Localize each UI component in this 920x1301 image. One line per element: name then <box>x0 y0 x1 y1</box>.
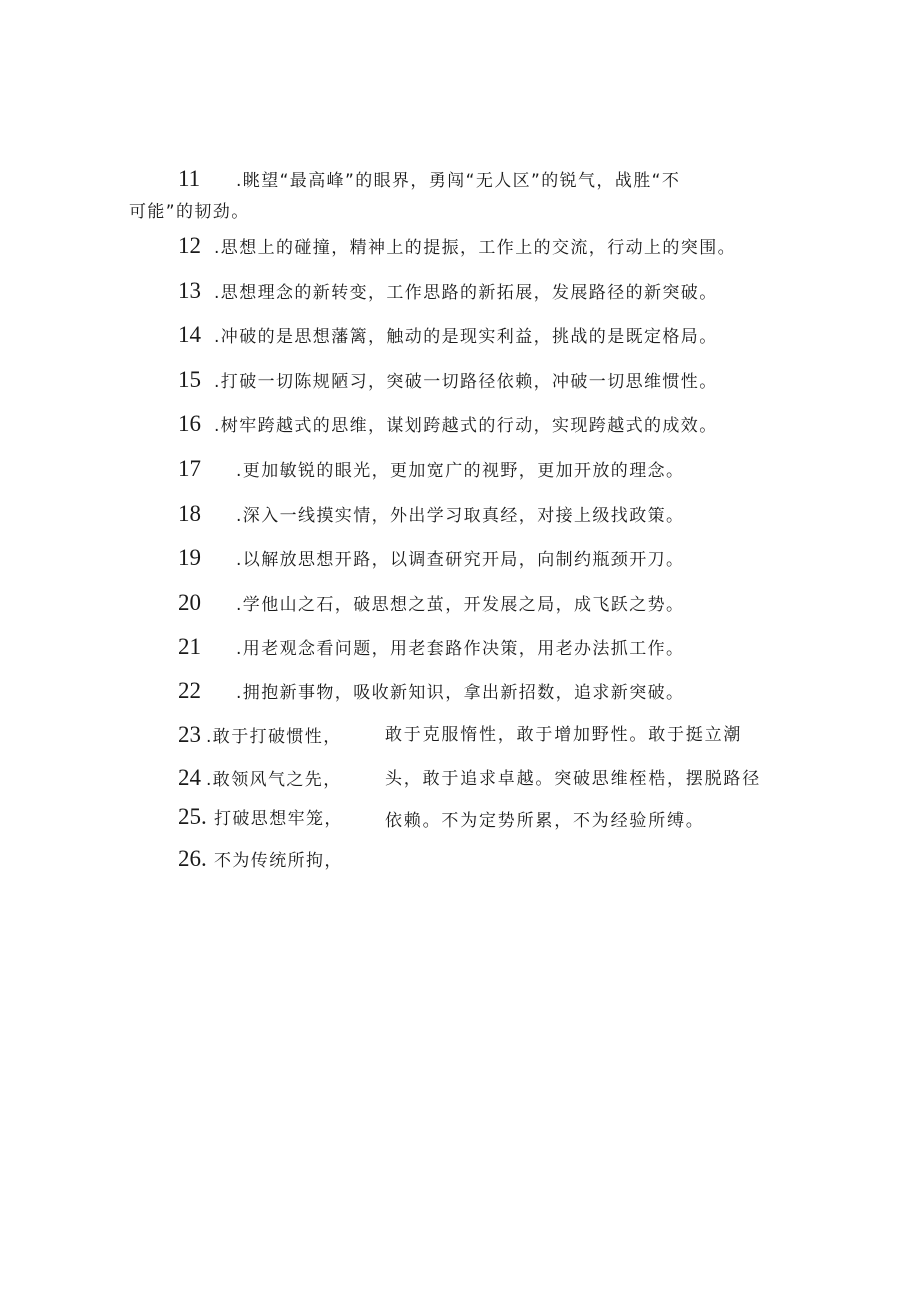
item-number: 15 <box>178 367 201 392</box>
item-number: 19 <box>178 545 201 570</box>
item-text: .打破一切陈规陋习，突破一切路径依赖，冲破一切思维惯性。 <box>214 372 718 392</box>
item-text: .深入一线摸实情，外出学习取真经，对接上级找政策。 <box>236 506 685 526</box>
item-number: 14 <box>178 322 201 347</box>
item-text: .树牢跨越式的思维，谋划跨越式的行动，实现跨越式的成效。 <box>214 416 718 436</box>
right-column-line-2: 头，敢于追求卓越。突破思维桎梏，摆脱路径 <box>385 769 761 789</box>
list-item-24 <box>178 765 342 791</box>
item-text: .眺望“最高峰”的眼界，勇闯“无人区”的锐气，战胜“不 <box>236 171 681 191</box>
list-item-12 <box>178 233 736 259</box>
item-number: 16 <box>178 411 201 436</box>
list-item-14 <box>178 322 718 348</box>
item-text: .学他山之石，破思想之茧，开发展之局，成飞跃之势。 <box>236 595 685 615</box>
list-item-20 <box>178 590 684 616</box>
list-item-22 <box>178 678 684 704</box>
item-text: .冲破的是思想藩篱，触动的是现实利益，挑战的是既定格局。 <box>214 327 718 347</box>
right-column-line-1: 敢于克服惰性，敢于增加野性。敢于挺立潮 <box>385 725 743 745</box>
item-number: 17 <box>178 456 201 481</box>
list-item-21 <box>178 634 684 660</box>
item-text: .思想上的碰撞，精神上的提振，工作上的交流，行动上的突围。 <box>214 238 737 258</box>
item-number: 13 <box>178 278 201 303</box>
list-item-15 <box>178 367 718 393</box>
item-number: 20 <box>178 590 201 615</box>
item-text: .敢于打破惯性， <box>206 727 342 747</box>
item-text: .拥抱新事物，吸收新知识，拿出新招数，追求新突破。 <box>236 683 685 703</box>
list-item-11 <box>178 166 680 192</box>
item-number: 23 <box>178 722 201 747</box>
item-number: 25. <box>178 804 207 829</box>
item-number: 26. <box>178 846 207 871</box>
list-item-26 <box>178 846 343 872</box>
item-number: 22 <box>178 678 201 703</box>
item-text: .敢领风气之先， <box>206 770 342 790</box>
list-item-25 <box>178 804 343 830</box>
list-item-18 <box>178 501 684 527</box>
item-number: 21 <box>178 634 201 659</box>
item-text: 不为传统所拘， <box>214 851 343 871</box>
right-column-line-3: 依赖。不为定势所累，不为经验所缚。 <box>385 811 705 831</box>
item-text: .思想理念的新转变，工作思路的新拓展，发展路径的新突破。 <box>214 283 718 303</box>
item-text: .用老观念看问题，用老套路作决策，用老办法抓工作。 <box>236 639 685 659</box>
item-number: 24 <box>178 765 201 790</box>
list-item-13 <box>178 278 718 304</box>
item-11-continuation: 可能”的韧劲。 <box>129 202 250 222</box>
item-number: 11 <box>178 166 201 191</box>
list-item-17 <box>178 456 684 482</box>
item-text: .以解放思想开路，以调查研究开局，向制约瓶颈开刀。 <box>236 550 685 570</box>
item-number: 12 <box>178 233 201 258</box>
list-item-19 <box>178 545 684 571</box>
list-item-23 <box>178 722 342 748</box>
item-text: 打破思想牢笼， <box>214 809 343 829</box>
item-number: 18 <box>178 501 201 526</box>
list-item-16 <box>178 411 718 437</box>
item-text: .更加敏锐的眼光，更加宽广的视野，更加开放的理念。 <box>236 461 685 481</box>
